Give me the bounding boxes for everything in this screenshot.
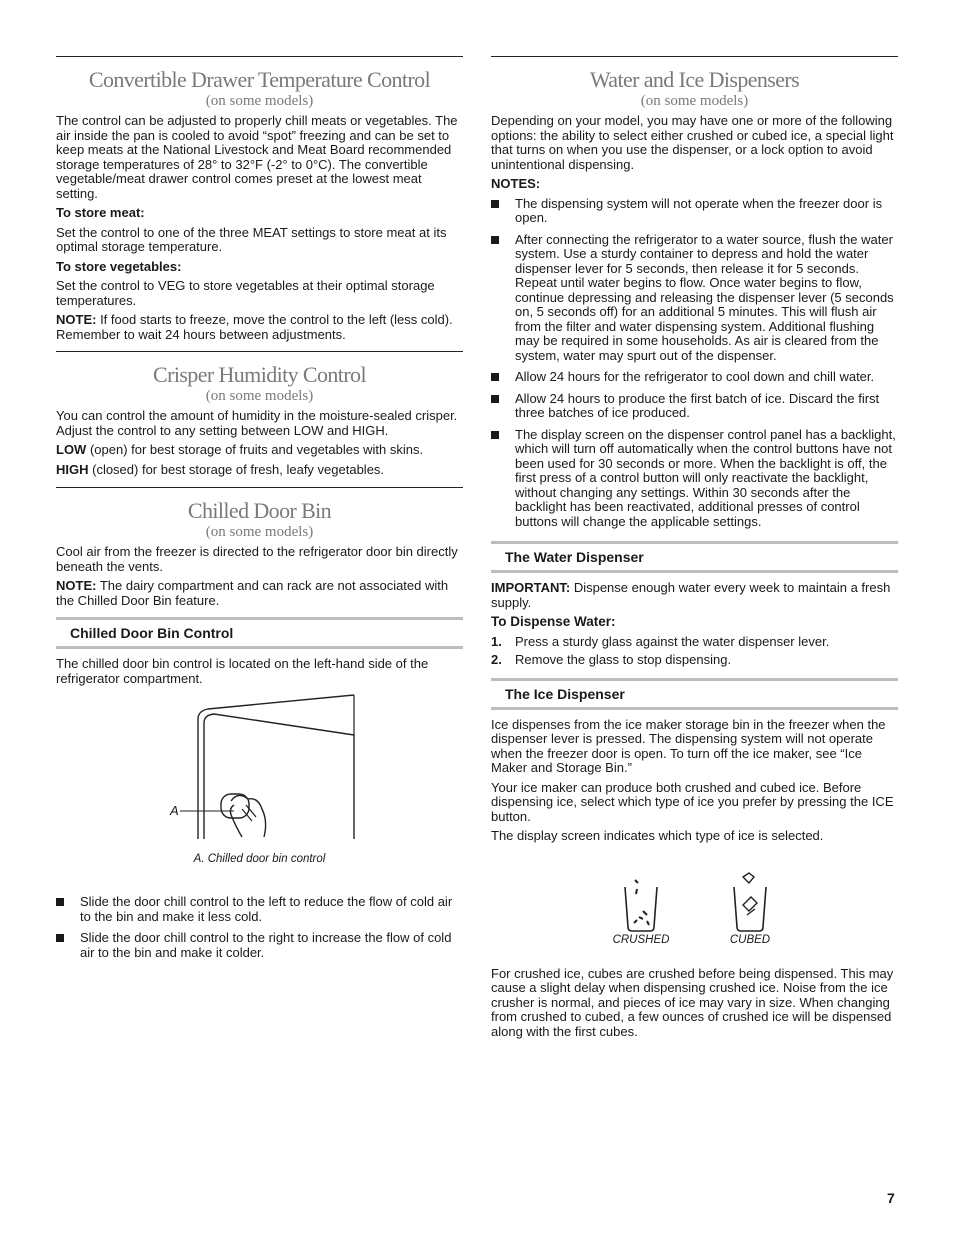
square-bullet-icon xyxy=(491,236,499,244)
paragraph: Depending on your model, you may have one or more of the following options: the ability to select either crushed or cubed ice, a special light that turns on when you use the dispenser, or a lock option to avoid unintentional dispensing. xyxy=(491,113,894,172)
paragraph: For crushed ice, cubes are crushed before being dispensed. This may cause a slight delay when dispensing crushed ice. Noise from the ice crusher is normal, and pieces of ice may vary in size. When changing from crushed to cubed, a few ounces of crushed ice will be dispensed along with the first cubes. xyxy=(491,965,894,1039)
page-number: 7 xyxy=(887,1190,895,1206)
cubed-ice-icon xyxy=(734,873,766,931)
section-divider xyxy=(56,487,463,488)
list-item: The display screen on the dispenser control panel has a backlight, which will turn off automatically when the control buttons have not been used for 30 seconds or more. When the backlight is off, the first press of a control button will only reactivate the backlight, without changing any settings. Within 30 seconds after the backlight has been reactivated, additional presses of control buttons will change the applicable settings. xyxy=(491,428,898,530)
subsection-bar-chilled-door-bin-control: Chilled Door Bin Control xyxy=(56,617,463,649)
low-label: LOW xyxy=(56,442,87,457)
paragraph: Set the control to VEG to store vegetables at their optimal storage temperatures. xyxy=(56,278,435,308)
note-paragraph xyxy=(56,579,463,608)
paragraph: Cool air from the freezer is directed to the refrigerator door bin directly beneath the vents. xyxy=(56,544,458,574)
section-title-water-ice-dispensers: Water and Ice Dispensers xyxy=(589,67,800,92)
high-text: (closed) for best storage of fresh, leafy vegetables. xyxy=(88,461,385,477)
figure-callout-letter: A xyxy=(170,803,179,818)
note-text: If food starts to freeze, move the control to the left (less cold). Remember to wait 24 hours between adjustments. xyxy=(56,312,453,342)
cubed-label: CUBED xyxy=(729,933,771,946)
section-subtitle: (on some models) xyxy=(640,93,749,109)
paragraph: Set the control to one of the three MEAT settings to store meat at its optimal storage temperature. xyxy=(56,224,447,254)
paragraph: Your ice maker can produce both crushed and cubed ice. Before dispensing ice, select which type of ice you prefer by pressing the ICE button. xyxy=(491,779,894,824)
figure-caption: A. Chilled door bin control xyxy=(193,853,326,865)
important-text: Dispense enough water every week to maintain a fresh supply. xyxy=(491,580,891,610)
water-steps-list xyxy=(491,635,898,668)
subheading-store-meat: To store meat: xyxy=(56,205,145,220)
subsection-bar-water-dispenser: The Water Dispenser xyxy=(491,541,898,573)
figure-ice-types xyxy=(491,849,898,967)
subheading-dispense-water: To Dispense Water: xyxy=(491,614,616,629)
section-subtitle: (on some models) xyxy=(205,524,314,540)
paragraph: You can control the amount of humidity in the moisture-sealed crisper. Adjust the control to any setting between LOW and HIGH. xyxy=(56,408,458,438)
square-bullet-icon xyxy=(491,395,499,403)
high-label: HIGH xyxy=(56,461,89,477)
notes-label: NOTES: xyxy=(491,176,541,191)
left-column xyxy=(56,56,463,967)
crushed-ice-icon xyxy=(625,880,657,931)
list-item: Allow 24 hours for the refrigerator to cool down and chill water. xyxy=(491,370,898,385)
square-bullet-icon xyxy=(56,934,64,942)
figure-chilled-door-bin xyxy=(56,691,463,881)
subheading-store-vegetables: To store vegetables: xyxy=(56,258,182,274)
list-item: After connecting the refrigerator to a water source, flush the water system. Use a sturdy container to depress and hold the water dispenser lever for 5 seconds, then release it for 5 seconds. Repeat until water begins to flow. Once water begins to flow, continue depressing and releasing the dispenser lever (5 seconds on, 5 seconds off) for an additional 5 minutes. This will flush air from the filter and water dispensing system. Additional flushing may be required in some households. As air is cleared from the system, water may spurt out of the dispenser. xyxy=(491,233,898,364)
notes-list xyxy=(491,197,898,530)
square-bullet-icon xyxy=(491,373,499,381)
note-label: NOTE: xyxy=(56,578,97,593)
note-text: The dairy compartment and can rack are not associated with the Chilled Door Bin feature. xyxy=(56,578,449,608)
high-paragraph xyxy=(56,463,463,478)
list-item: 2. Remove the glass to stop dispensing. xyxy=(491,652,732,667)
square-bullet-icon xyxy=(491,200,499,208)
list-item: The dispensing system will not operate when the freezer door is open. xyxy=(491,197,898,226)
section-subtitle: (on some models) xyxy=(205,388,314,404)
paragraph: The control can be adjusted to properly chill meats or vegetables. The air inside the pan is cooled to avoid “spot” freezing and can be set to keep meats at the National Livestock and Meat Board recommended storage temperatures of 28° to 32°F (-2° to 0°C). The convertible vegetable/meat drawer control comes preset at the lowest meat setting. xyxy=(56,113,458,201)
list-item: 1. Press a sturdy glass against the water dispenser lever. xyxy=(491,633,830,649)
low-paragraph xyxy=(56,443,463,458)
section-subtitle: (on some models) xyxy=(205,93,314,109)
section-title-convertible-drawer: Convertible Drawer Temperature Control xyxy=(88,67,431,92)
section-divider xyxy=(491,56,898,57)
important-label: IMPORTANT: xyxy=(491,580,571,595)
section-divider xyxy=(56,56,463,57)
square-bullet-icon xyxy=(491,431,499,439)
paragraph: The chilled door bin control is located on the left-hand side of the refrigerator compartment. xyxy=(56,656,429,686)
right-column xyxy=(491,56,898,1044)
list-item: Slide the door chill control to the right to increase the flow of cold air to the bin and make it colder. xyxy=(56,931,463,960)
paragraph: Ice dispenses from the ice maker storage bin in the freezer when the dispenser lever is pressed. The dispensing system will not operate when the freezer door is open. To turn off the ice maker, see “Ice Maker and Storage Bin.” xyxy=(491,716,886,775)
subsection-bar-ice-dispenser: The Ice Dispenser xyxy=(491,678,898,710)
section-title-chilled-door-bin: Chilled Door Bin xyxy=(187,498,332,523)
crushed-label: CRUSHED xyxy=(612,933,670,946)
list-item: Allow 24 hours to produce the first batch of ice. Discard the first three batches of ice produced. xyxy=(491,392,898,421)
section-title-crisper-humidity: Crisper Humidity Control xyxy=(153,362,366,387)
low-text: (open) for best storage of fruits and vegetables with skins. xyxy=(86,442,424,457)
list-item: Slide the door chill control to the left to reduce the flow of cold air to the bin and make it less cold. xyxy=(56,895,463,924)
section-divider xyxy=(56,351,463,352)
paragraph: The display screen indicates which type of ice is selected. xyxy=(491,828,824,843)
important-paragraph xyxy=(491,581,898,610)
note-label: NOTE: xyxy=(56,312,97,327)
ice-type-icons xyxy=(491,849,898,949)
note-paragraph xyxy=(56,313,463,342)
square-bullet-icon xyxy=(56,898,64,906)
chill-control-list xyxy=(56,895,463,960)
